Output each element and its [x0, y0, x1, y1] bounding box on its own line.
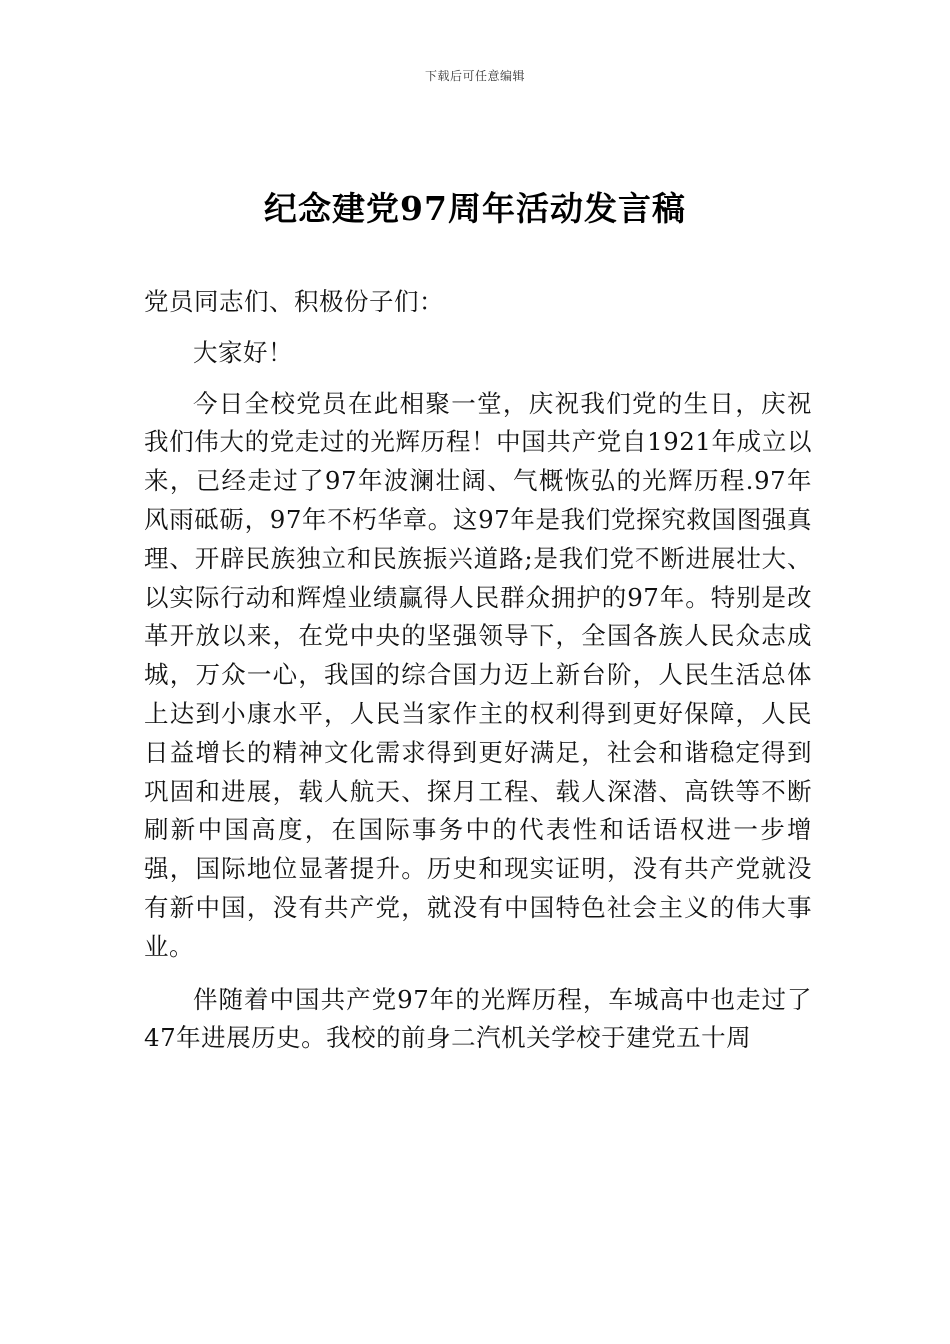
document-body [144, 283, 812, 1058]
download-note: 下载后可任意编辑 [424, 69, 525, 83]
page-title: 纪念建党97周年活动发言稿 [264, 189, 686, 228]
paragraph-2: 伴随着中国共产党97年的光辉历程，车城高中也走过了47年进展历史。我校的前身二汽机关学校于建党五十周 [144, 984, 812, 1053]
salutation: 党员同志们、积极份子们： [144, 287, 444, 316]
paragraph-1: 今日全校党员在此相聚一堂，庆祝我们党的生日，庆祝我们伟大的党走过的光辉历程！中国共产党自1921年成立以来，已经走过了97年波澜壮阔、气概恢弘的光辉历程.97年风雨砥砺，97年不朽华章。这97年是我们党探究救国图强真理、开辟民族独立和民族振兴道路;是我们党不断进展壮大、以实际行动和辉煌业绩赢得人民群众拥护的97年。特别是改革开放以来，在党中央的坚强领导下，全国各族人民众志成城，万众一心，我国的综合国力迈上新台阶，人民生活总体上达到小康水平，人民当家作主的权利得到更好保障，人民日益增长的精神文化需求得到更好满足，社会和谐稳定得到巩固和进展，载人航天、探月工程、载人深潜、高铁等不断刷新中国高度，在国际事务中的代表性和话语权进一步增强，国际地位显著提升。历史和现实证明，没有共产党就没有新中国，没有共产党，就没有中国特色社会主义的伟大事业。 [144, 388, 812, 961]
greeting: 大家好！ [193, 337, 293, 367]
